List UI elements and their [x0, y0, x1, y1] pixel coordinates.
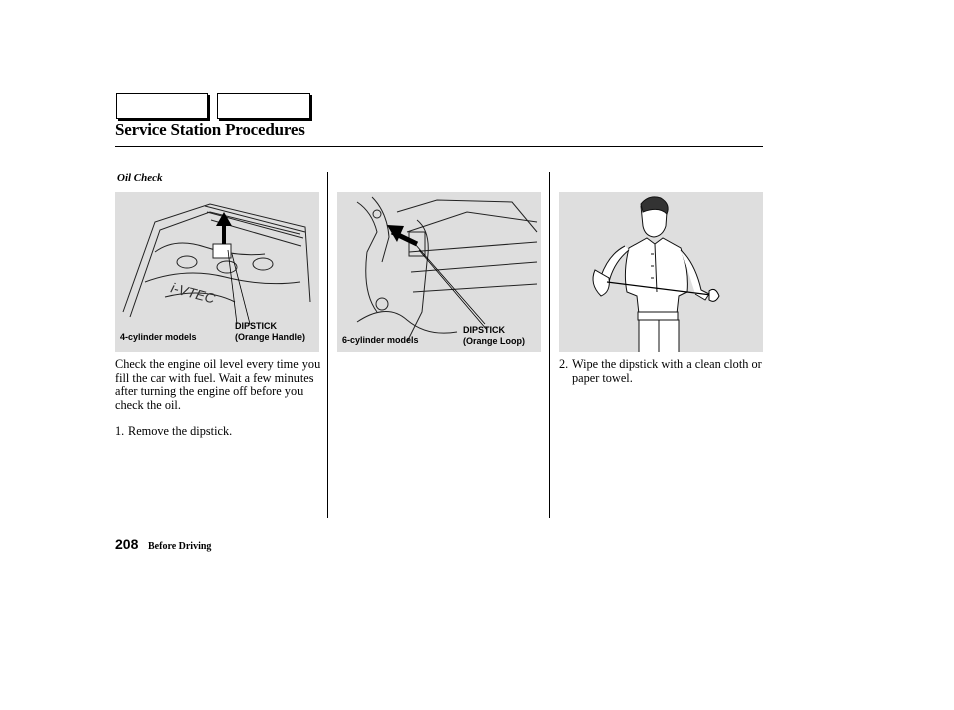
four-cylinder-engine-figure — [115, 192, 319, 352]
page-title: Service Station Procedures — [115, 120, 305, 139]
six-cylinder-engine-figure — [337, 192, 541, 352]
footer-section-name: Before Driving — [148, 541, 212, 552]
step-2-number: 2. — [559, 357, 569, 371]
step-1 — [115, 425, 327, 439]
callout-subtitle: (Orange Handle) — [235, 332, 306, 342]
callout-title: DIPSTICK — [235, 321, 278, 331]
step-1-number: 1. — [115, 424, 125, 438]
page-number: 208 — [115, 536, 139, 552]
nav-tab-1[interactable] — [116, 93, 208, 119]
step-2-text: Wipe the dipstick with a clean cloth or paper towel. — [572, 357, 762, 385]
column-divider-1 — [327, 172, 328, 518]
intro-paragraph: Check the engine oil level every time you fill the car with fuel. Wait a few minutes after turning the engine off before you check the oil. — [115, 357, 321, 412]
nav-tab-2[interactable] — [217, 93, 310, 119]
svg-text:i-VTEC: i-VTEC — [169, 279, 217, 307]
dipstick-callout-4cyl — [235, 321, 305, 343]
title-rule — [115, 146, 763, 147]
model-label-6cyl: 6-cylinder models — [342, 335, 419, 345]
person-wiping-dipstick-illustration — [559, 192, 763, 352]
callout-title: DIPSTICK — [463, 325, 506, 335]
column-divider-2 — [549, 172, 550, 518]
model-label-4cyl: 4-cylinder models — [120, 332, 197, 342]
step-2 — [559, 358, 763, 385]
callout-subtitle: (Orange Loop) — [463, 336, 525, 346]
wipe-dipstick-figure — [559, 192, 763, 352]
section-heading: Oil Check — [117, 172, 163, 184]
dipstick-callout-6cyl — [463, 325, 525, 347]
step-1-text: Remove the dipstick. — [128, 424, 233, 438]
